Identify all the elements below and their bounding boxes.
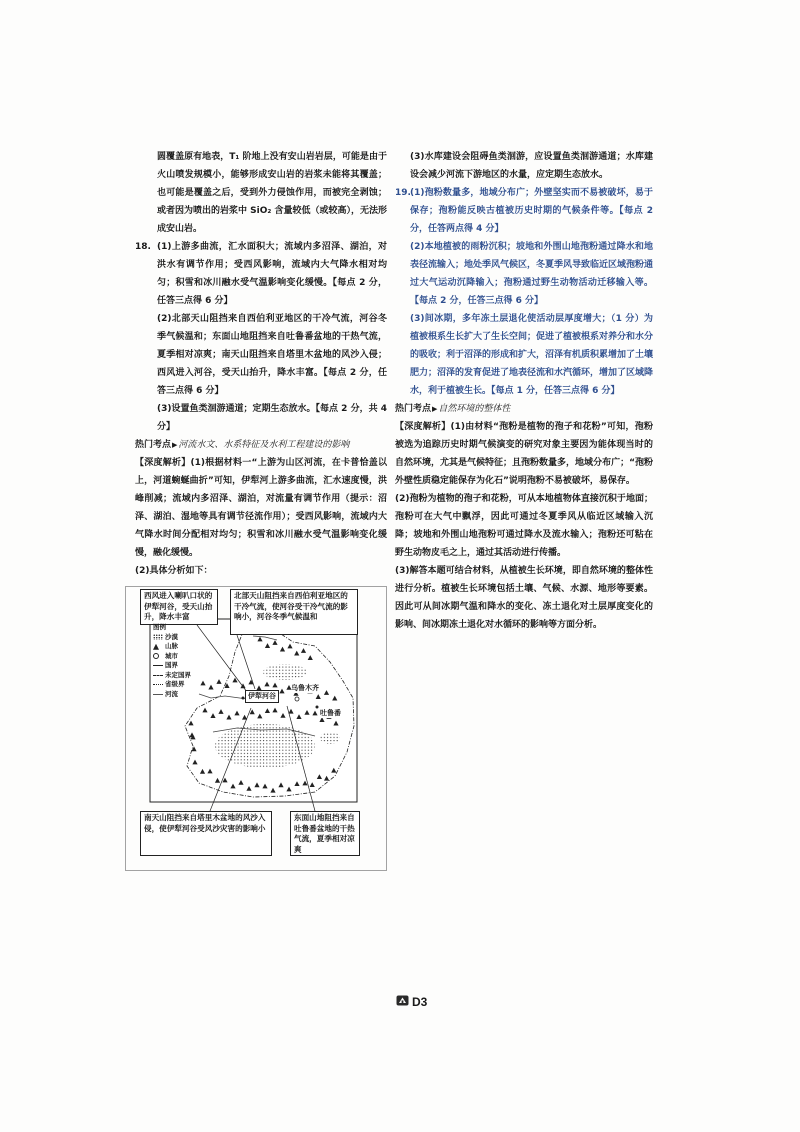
q18-answer-3: (3)设置鱼类洄游通道；定期生态放水。【每点 2 分，共 4 分】 [157, 404, 387, 432]
provincial-border-line-icon [153, 684, 163, 685]
hot-topic-label: 热门考点 [395, 404, 432, 414]
q18-answer-2: (2)北部天山阻挡来自西伯利亚地区的干冷气流，河谷冬季气候温和；东面山地阻挡来自吐鲁番盆地的干热气流，夏季相对凉爽；南天山阻挡来自塔里木盆地的风沙入侵；西风进入河谷，受天山抬升，降水丰富。【每点 2 分，任答三点得 6 分】 [157, 314, 387, 396]
triangle-right-icon: ▶ [172, 441, 178, 449]
yili-valley-map-figure [125, 586, 387, 871]
legend-item-desert [153, 633, 199, 643]
legend-label: 山脉 [165, 642, 178, 650]
legend-label: 城市 [165, 651, 178, 660]
publisher-logo-icon [396, 992, 409, 1011]
q18-analysis-3: (3)水库建设会阻碍鱼类洄游，应设置鱼类洄游通道；水库建设会减少河流下游地区的水量，应定期生态放水。 [410, 152, 653, 180]
hot-topic-text: 自然环境的整体性 [438, 404, 511, 414]
mountain-icon [153, 644, 159, 650]
gurbantunggut-desert [263, 664, 307, 680]
undetermined-border-line-icon [153, 675, 163, 676]
legend-item-undetermined-border [153, 671, 199, 681]
q19-analysis-1 [395, 418, 653, 490]
callout-east-mountains: 东面山地阻挡来自吐鲁番盆地的干热气流，夏季相对凉爽 [290, 811, 360, 856]
legend-item-national-border [153, 661, 199, 671]
urumqi-city-marker [295, 697, 299, 701]
analysis-label: 【深度解析】 [395, 422, 451, 432]
legend-item-mountain [153, 642, 199, 652]
legend-title: 图例 [153, 623, 166, 631]
legend-label: 国界 [165, 661, 178, 669]
answer-text: (1)上游多曲流，汇水面积大；流域内多沼泽、湖泊，对洪水有调节作用；受西风影响，流域内大气降水相对均匀；积雪和冰川融水受气温影响变化缓慢。【每点 2 分，任答三点得 6 分】 [157, 242, 387, 306]
legend-label: 沙漠 [165, 632, 178, 641]
q19-analysis-3: (3)解答本题可结合材料，从植被生长环境，即自然环境的整体性进行分析。植被生长环境包括土壤、气候、水源、地形等要素。因此可从间冰期气温和降水的变化、冻土退化对土层厚度变化的影响、间冰期冻土退化对水循环的影响等方面分析。 [395, 566, 653, 630]
legend-item-river [153, 690, 199, 700]
question-number: 19. [395, 188, 411, 198]
hot-topic-label: 热门考点 [135, 440, 172, 450]
legend-item-provincial-border [153, 680, 199, 690]
legend-label: 未定国界 [165, 670, 191, 679]
callout-westerly-rain: 西风进入喇叭口状的伊犁河谷，受天山抬升，降水丰富 [140, 589, 218, 625]
kumtag-desert [320, 732, 340, 744]
intro-paragraph: 圆覆盖原有地表，T₁ 阶地上没有安山岩岩层，可能是由于火山喷发规模小，能够形成安山岩的岩浆未能将其覆盖；也可能是覆盖之后，受到外力侵蚀作用，而被完全剥蚀；或者因为喷出的岩浆中 SiO₂ 含量较低（或较高），无法形成安山岩。 [157, 152, 387, 234]
answer-text: (1)孢粉数量多，地域分布广；外壁坚实而不易被破坏，易于保存；孢粉能反映古植被历史时期的气候条件等。【每点 2 分，任答两点得 4 分】 [410, 188, 653, 234]
q19-hot-topic [395, 400, 653, 418]
q18-analysis-1 [135, 454, 387, 562]
right-column [395, 148, 653, 634]
place-label-yili-valley: 伊犁河谷 [245, 690, 279, 703]
legend-item-city [153, 652, 199, 662]
q19-answer-2: (2)本地植被的雨粉沉积；坡地和外围山地孢粉通过降水和地表径流输入；地处季风气候区，冬夏季风导致临近区域孢粉通过大气运动沉降输入；孢粉通过野生动物活动迁移输入等。【每点 2 分，任答三点得 6 分】 [410, 242, 654, 306]
river-line-icon [153, 694, 163, 695]
analysis-text: (1)由材料“孢粉是植物的孢子和花粉”可知，孢粉被选为追踪历史时期气候演变的研究对象主要因为能体现当时的自然环境，尤其是气候特征；且孢粉数量多，地域分布广；“孢粉外壁性质稳定能保存为化石”说明孢粉不易被破坏，易保存。 [395, 422, 653, 486]
analysis-label: 【深度解析】 [135, 458, 191, 468]
triangle-right-icon: ▶ [432, 405, 438, 413]
place-label-urumqi: 乌鲁木齐 [291, 684, 319, 692]
place-label-turpan: 吐鲁番 [320, 709, 341, 717]
q18-hot-topic [135, 436, 387, 454]
page-footer [396, 992, 427, 1011]
turpan-city-marker [316, 706, 319, 709]
desert-dots-icon [153, 634, 163, 640]
q19-analysis-2: (2)孢粉为植物的孢子和花粉，可从本地植物体直接沉积于地面；孢粉可在大气中飘浮，因此可通过冬夏季风从临近区域输入沉降；坡地和外围山地孢粉可通过降水及流水输入；孢粉还可粘在野生动物皮毛之上，通过其活动进行传播。 [395, 494, 653, 558]
callout-south-tianshan: 南天山阻挡来自塔里木盆地的风沙入侵，使伊犁河谷受风沙灾害的影响小 [140, 811, 272, 856]
map-legend [153, 623, 199, 699]
left-column [135, 148, 387, 871]
q18-analysis-2: (2)具体分析如下： [135, 566, 213, 576]
callout-north-tianshan: 北部天山阻挡来自西伯利亚地区的干冷气流，使河谷受干冷气流的影响小，河谷冬季气候温和 [230, 589, 358, 635]
legend-label: 河流 [165, 689, 178, 698]
page-number: D3 [412, 994, 428, 1009]
national-border-line-icon [153, 665, 163, 666]
legend-label: 省级界 [165, 680, 185, 688]
q19-answer-1 [395, 184, 653, 238]
question-number: 18. [135, 242, 151, 252]
city-icon [153, 653, 159, 659]
q19-answer-3: (3)间冰期，多年冻土层退化使活动层厚度增大；（1 分）为植被根系生长扩大了生长空间；促进了植被根系对养分和水分的吸收；利于沼泽的形成和扩大，沼泽有机质积累增加了土壤肥力；沼泽的发育促进了地表径流和水汽循环，增加了区域降水，利于植被生长。【每点 1 分，任答三点得 6 分】 [410, 314, 654, 396]
analysis-text: (1)根据材料一“上游为山区河流，在卡普恰盖以上，河道蜿蜒曲折”可知，伊犁河上游多曲流，汇水速度慢，洪峰削减；流域内多沼泽、湖泊，对流量有调节作用（提示：沼泽、湖泊、湿地等具有调节径流作用）；受西风影响，流域内大气降水时间分配相对均匀；积雪和冰川融水受气温影响变化缓慢，融化缓慢。 [135, 458, 387, 558]
q18-answer-1 [135, 238, 387, 310]
hot-topic-text: 河流水文、水系特征及水利工程建设的影响 [178, 440, 350, 450]
